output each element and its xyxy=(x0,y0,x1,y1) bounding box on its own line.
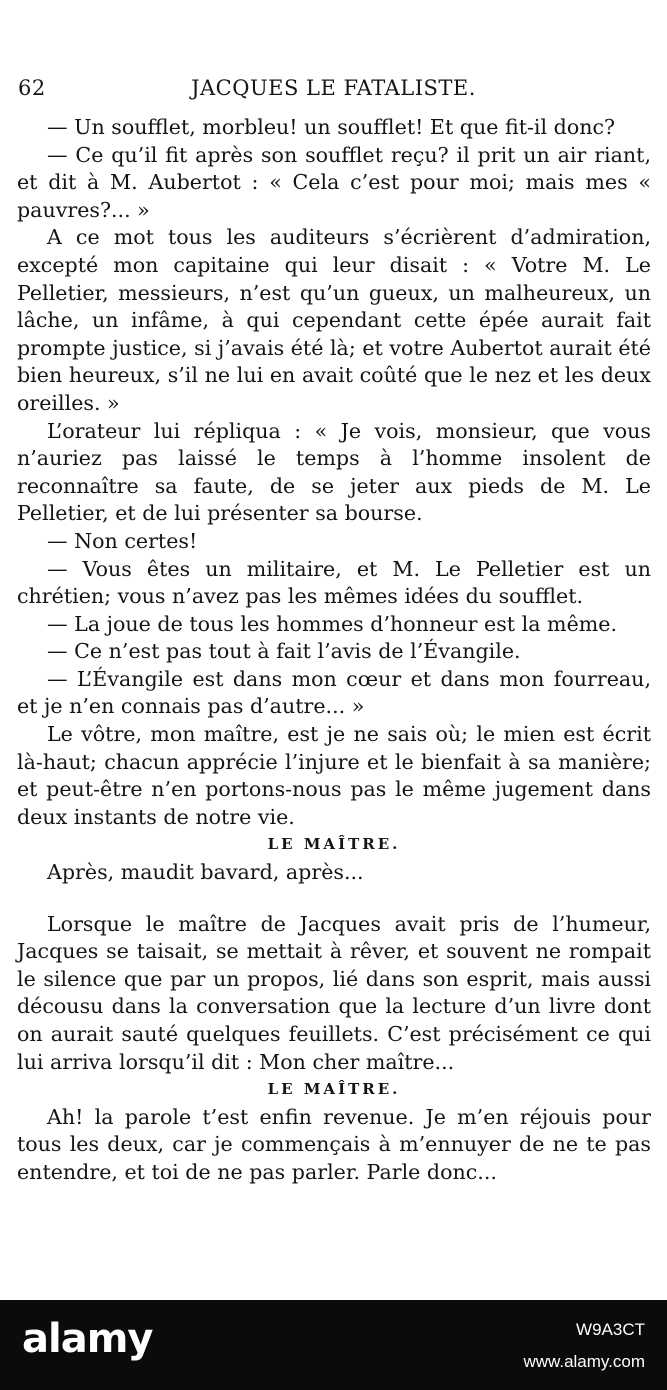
alamy-logo: alamy xyxy=(22,1316,153,1362)
paragraph: L’orateur lui répliqua : « Je vois, monsieur, que vous n’auriez pas laissé le temps à l’homme insolent de reconnaître sa faute, de se jeter aux pieds de M. Le Pelletier, et de lui présenter sa bourse. xyxy=(17,418,651,526)
speaker-heading: LE MAÎTRE. xyxy=(267,835,401,854)
paragraph: — L’Évangile est dans mon cœur et dans mon fourreau, et je n’en connais pas d’autre... » xyxy=(17,666,651,719)
paragraph: — Ce qu’il fit après son soufflet reçu? il prit un air riant, et dit à M. Aubertot : « Cela c’est pour moi; mais mes « pauvres?... » xyxy=(17,142,651,222)
paragraph: Ah! la parole t’est enfin revenue. Je m’en réjouis pour tous les deux, car je commençais à m’ennuyer de ne te pas entendre, et toi de ne pas parler. Parle donc... xyxy=(17,1104,651,1184)
speaker-heading: LE MAÎTRE. xyxy=(267,1080,401,1099)
page-header xyxy=(18,76,649,104)
image-id: W9A3CT xyxy=(576,1320,645,1339)
paragraph: — Un soufflet, morbleu! un soufflet! Et que fit-il donc? xyxy=(47,115,616,139)
stock-watermark-bar xyxy=(0,1300,667,1390)
paragraph: — Non certes! xyxy=(47,528,198,553)
paragraph: — Vous êtes un militaire, et M. Le Pelletier est un chrétien; vous n’avez pas les mêmes idées du soufflet. xyxy=(17,556,651,609)
paragraph: Lorsque le maître de Jacques avait pris de l’humeur, Jacques se taisait, se mettait à rêver, et souvent ne rompait le silence que par un propos, lié dans son esprit, mais aussi décousu dans la conversation que la lecture d’un livre dont on aurait sauté quelques feuillets. C’est précisément ce qui lui arriva lorsqu’il dit : Mon cher maître... xyxy=(17,911,651,1074)
paragraph: Après, maudit bavard, après... xyxy=(47,860,364,885)
paragraph: Le vôtre, mon maître, est je ne sais où; le mien est écrit là-haut; chacun apprécie l’injure et le bienfait à sa manière; et peut-être n’en portons-nous pas le même jugement dans deux instants de notre vie. xyxy=(17,722,651,829)
page-number: 62 xyxy=(18,76,46,100)
paragraph: — Ce n’est pas tout à fait l’avis de l’Évangile. xyxy=(47,639,521,664)
watermark-url: www.alamy.com xyxy=(523,1352,645,1371)
paragraph: A ce mot tous les auditeurs s’écrièrent d’admiration, excepté mon capitaine qui leur disait : « Votre M. Le Pelletier, messieurs, n’est qu’un gueux, un malheureux, un lâche, un infâme, à qui cependant cette épée aurait fait prompte justice, si j’avais été là; et votre Aubertot aurait été bien heureux, s’il ne lui en avait coûté que le nez et les deux oreilles. » xyxy=(17,225,651,415)
paragraph: — La joue de tous les hommes d’honneur est la même. xyxy=(47,611,618,636)
body-text xyxy=(17,114,651,1187)
running-title: JACQUES LE FATALISTE. xyxy=(191,76,476,100)
